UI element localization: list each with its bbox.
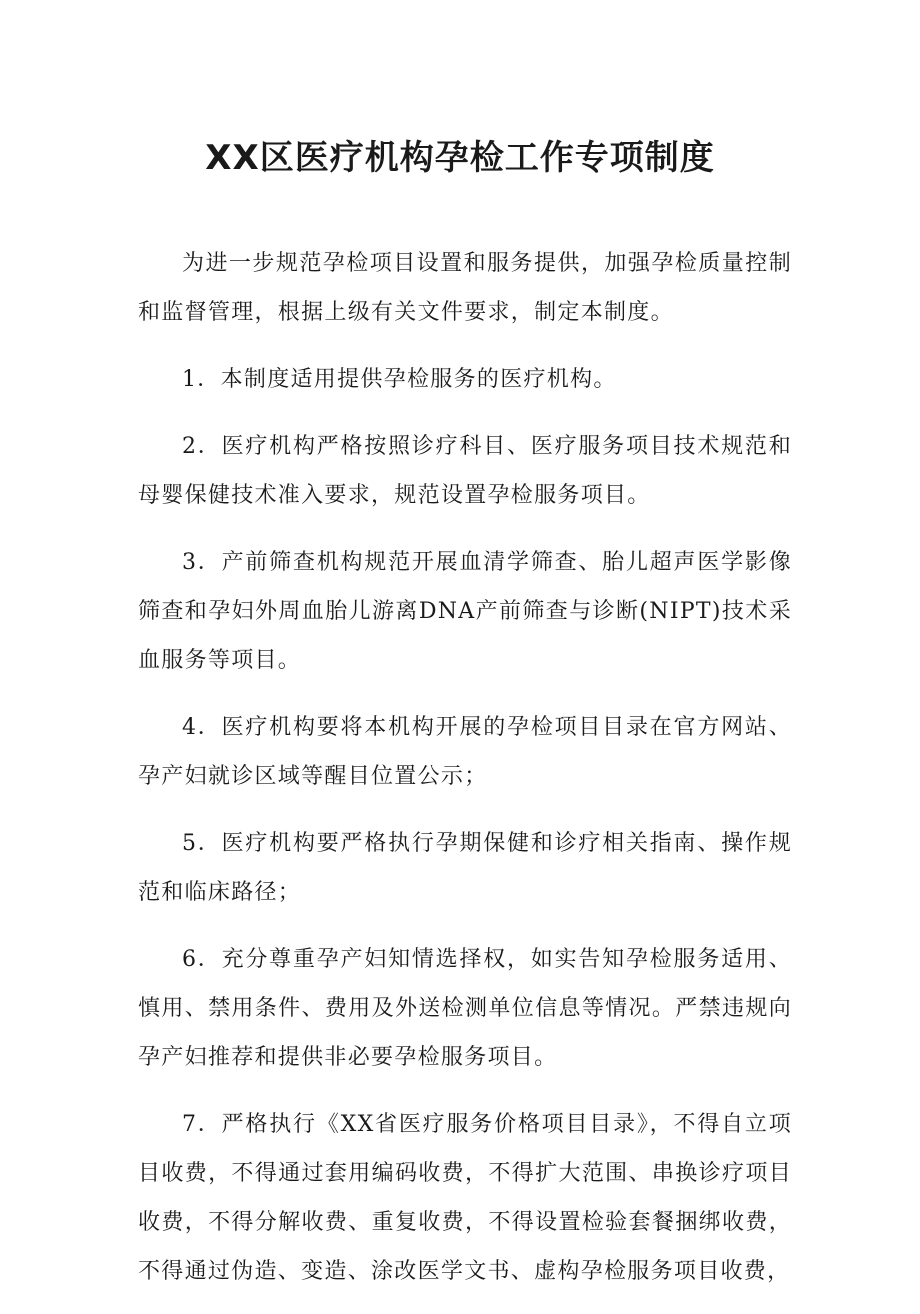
paragraph-text: 充分尊重孕产妇知情选择权，如实告知孕检服务适用、慎用、禁用条件、费用及外送检测单位信息等情况。严禁违规向孕产妇推荐和提供非必要孕检服务项目。 — [138, 947, 792, 1070]
clause-4 — [138, 703, 792, 801]
paragraph-number: 2． — [182, 434, 222, 459]
document-title: XX区医疗机构孕检工作专项制度 — [205, 138, 715, 178]
paragraph-text: 为进一步规范孕检项目设置和服务提供，加强孕检质量控制和监督管理，根据上级有关文件要求，制定本制度。 — [138, 251, 792, 325]
paragraph-text: 严格执行《XX省医疗服务价格项目目录》，不得自立项目收费，不得通过套用编码收费，不得扩大范围、串换诊疗项目收费，不得分解收费、重复收费，不得设置检验套餐捆绑收费，不得通过伪造、变造、涂改医学文书、虚构孕检服务项目收费， — [138, 1112, 792, 1284]
paragraph-text: 医疗机构要严格执行孕期保健和诊疗相关指南、操作规范和临床路径； — [138, 831, 792, 905]
paragraph-number: 6． — [182, 947, 222, 972]
paragraph-text: 本制度适用提供孕检服务的医疗机构。 — [220, 367, 617, 392]
clause-7 — [138, 1100, 792, 1296]
paragraph-number: 1． — [182, 367, 221, 392]
paragraph-number: 3． — [182, 550, 222, 575]
clause-6 — [138, 935, 792, 1082]
intro-paragraph — [138, 239, 792, 337]
clause-2 — [138, 422, 792, 520]
paragraph-text: 医疗机构严格按照诊疗科目、医疗服务项目技术规范和母婴保健技术准入要求，规范设置孕检服务项目。 — [138, 434, 792, 508]
clause-3 — [138, 538, 792, 685]
paragraph-text: 产前筛查机构规范开展血清学筛查、胎儿超声医学影像筛查和孕妇外周血胎儿游离DNA产前筛查与诊断(NIPT)技术采血服务等项目。 — [138, 550, 792, 673]
paragraph-number: 5． — [182, 831, 222, 856]
clause-1 — [138, 355, 792, 404]
paragraph-text: 医疗机构要将本机构开展的孕检项目目录在官方网站、孕产妇就诊区域等醒目位置公示； — [138, 715, 792, 789]
clause-5 — [138, 819, 792, 917]
paragraph-number: 4． — [182, 715, 222, 740]
paragraph-number: 7． — [182, 1112, 222, 1137]
document-body — [138, 239, 792, 1314]
